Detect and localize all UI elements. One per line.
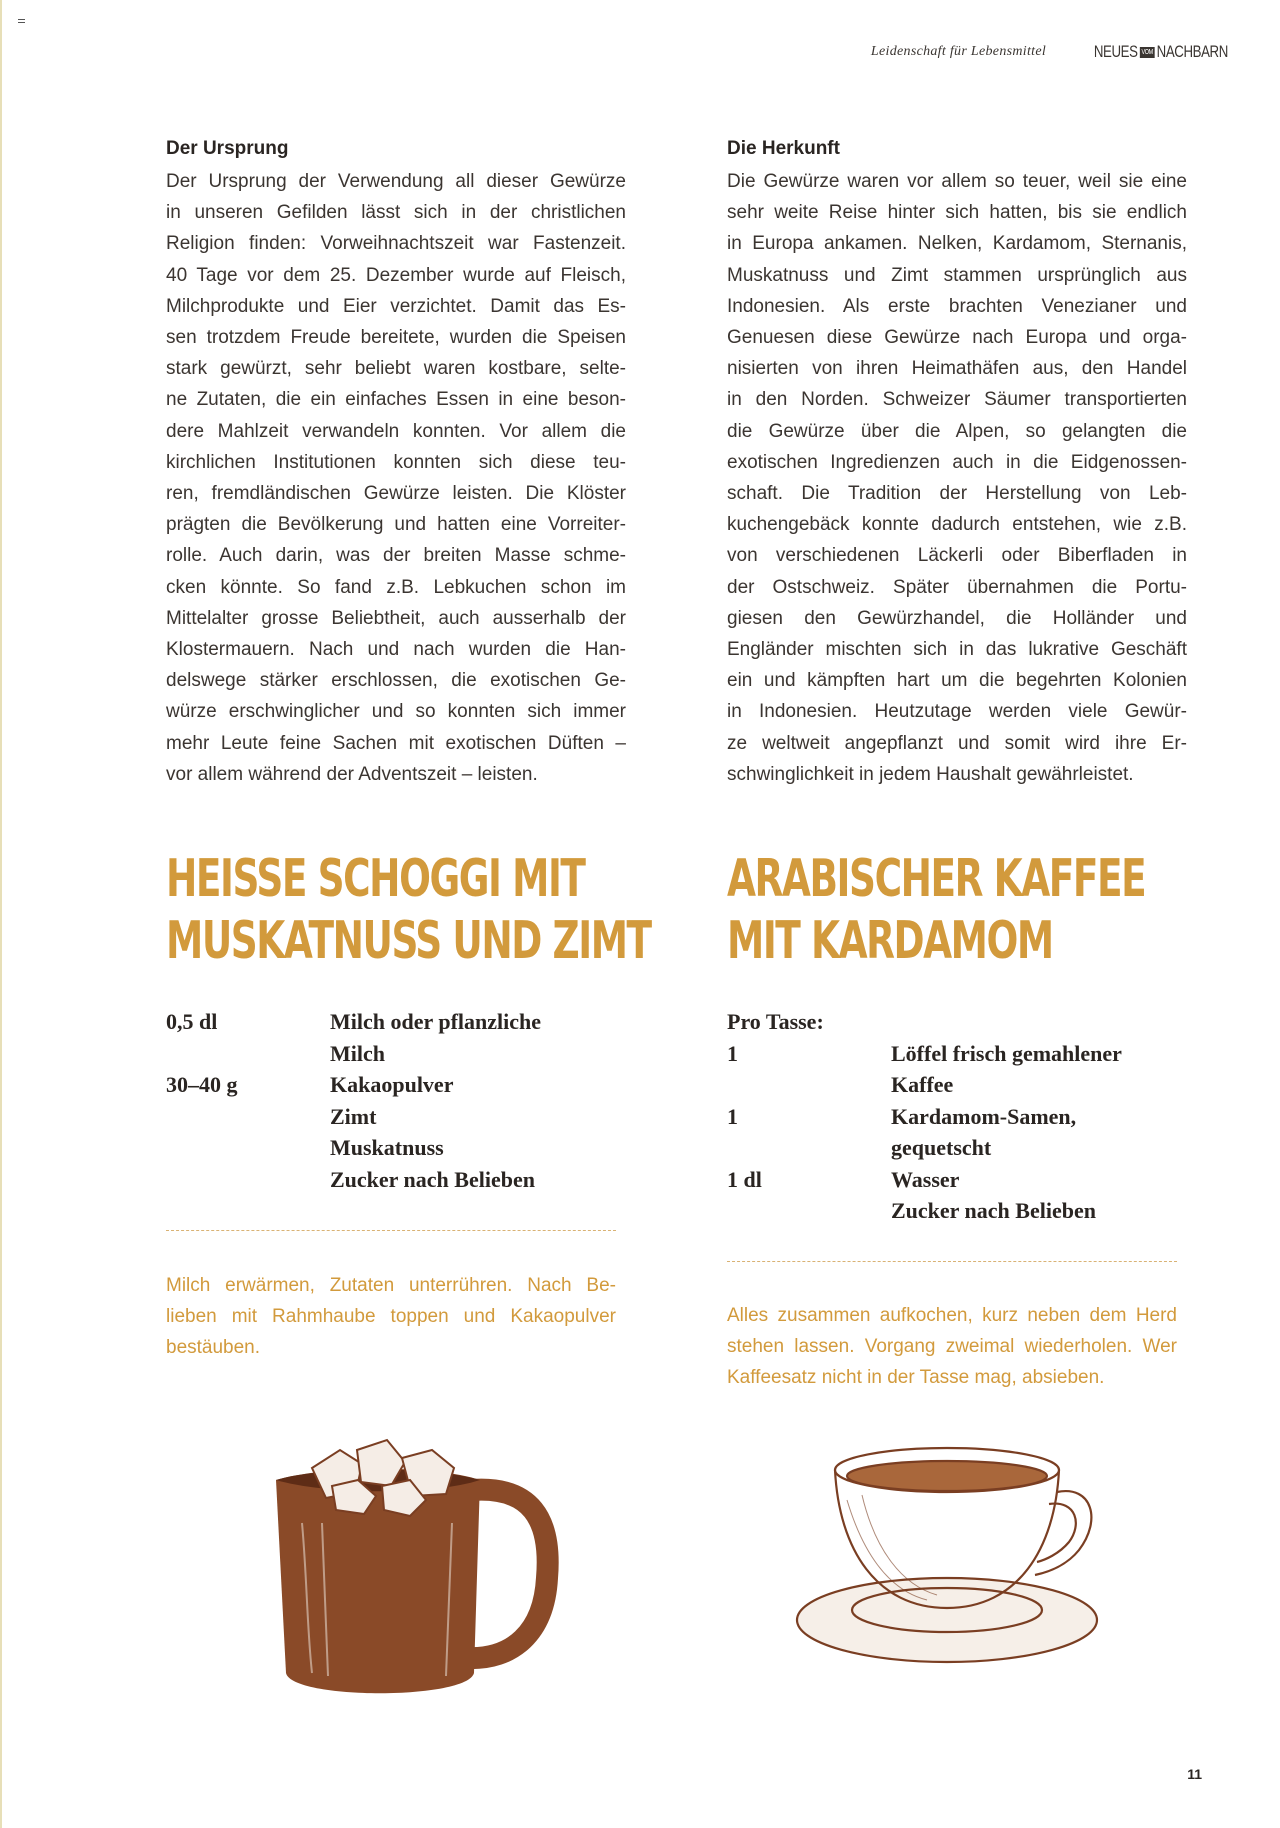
coffee-cup-icon <box>787 1440 1107 1670</box>
page-header <box>871 42 1228 62</box>
body-line: cken könnte. So fand z.B. Lebkuchen schon im <box>166 576 626 598</box>
body-line: Engländer mischten sich in das lukrative Geschäft <box>727 639 1187 661</box>
body-line: von verschiedenen Läckerli oder Biberfladen in <box>727 545 1187 567</box>
ingredient-name: Milch oder pflanzliche <box>330 1009 542 1034</box>
ingredient-quantity <box>166 1164 330 1196</box>
body-line: rolle. Auch darin, was der breiten Masse schme- <box>166 545 626 567</box>
instruction-line: Alles zusammen aufkochen, kurz neben dem Herd <box>727 1305 1177 1326</box>
ingredient-quantity: 1 <box>727 1040 738 1066</box>
recipe-title-line: ARABISCHER KAFFEE <box>727 849 1146 909</box>
ingredient-name: Zucker nach Belieben <box>891 1198 1096 1223</box>
body-line: dere Mahlzeit verwandeln konnten. Vor allem die <box>166 420 626 442</box>
ingredient-name: Milch <box>330 1040 385 1066</box>
instructions-hot-chocolate <box>166 1270 616 1364</box>
body-line: mehr Leute feine Sachen mit exotischen Düften – <box>166 732 626 754</box>
ingredient-row <box>166 1132 620 1164</box>
ingredient-name: Löffel frisch gemahlener <box>891 1040 1122 1066</box>
ingredient-name: Muskatnuss <box>330 1135 444 1160</box>
body-line: prägten die Bevölkerung und hatten eine Vorreiter- <box>166 514 626 536</box>
body-line: sen trotzdem Freude bereitete, wurden die Speisen <box>166 327 626 349</box>
body-line: ne Zutaten, die ein einfaches Essen in eine beson- <box>166 389 626 411</box>
body-line: kuchengebäck konnte dadurch entstehen, wie z.B. <box>727 514 1187 536</box>
recipe-title-arabic-coffee <box>727 848 1145 972</box>
section-title-origin: Der Ursprung <box>166 138 289 159</box>
ingredient-name <box>891 1006 1181 1038</box>
ingredient-row <box>727 1164 1181 1196</box>
ingredient-name: Kardamom-Samen, <box>891 1103 1077 1129</box>
ingredient-quantity <box>166 1038 330 1070</box>
ingredient-name: Zucker nach Belieben <box>330 1166 535 1192</box>
body-line: nisierten von ihren Heimathäfen aus, den Handel <box>727 358 1187 380</box>
instruction-line: bestäuben. <box>166 1337 261 1359</box>
ingredient-name: Wasser <box>891 1166 960 1192</box>
dashed-divider <box>727 1261 1177 1262</box>
hot-chocolate-mug-icon <box>262 1428 562 1708</box>
section-body-origin <box>166 166 626 790</box>
ingredient-quantity: 1 dl <box>727 1166 762 1192</box>
ingredient-row <box>166 1038 620 1070</box>
ingredient-name: Zimt <box>330 1103 377 1129</box>
body-line: kirchlichen Institutionen konnten sich diese teu- <box>166 451 626 473</box>
body-line: Milchprodukte und Eier verzichtet. Damit das Es- <box>166 295 626 317</box>
ingredient-row <box>727 1069 1181 1101</box>
recipe-title-line: MUSKATNUSS UND ZIMT <box>166 911 651 971</box>
menu-icon[interactable] <box>18 19 25 25</box>
instruction-line: Milch erwärmen, Zutaten unterrühren. Nach Be- <box>166 1275 616 1296</box>
body-line: exotischen Ingredienzen auch in die Eidgenossen- <box>727 451 1187 473</box>
body-line: in den Norden. Schweizer Säumer transportierten <box>727 389 1187 411</box>
body-line: Religion finden: Vorweihnachtszeit war Fastenzeit. <box>166 233 626 255</box>
body-line: ein und kämpften hart um die begehrten Kolonien <box>727 670 1187 692</box>
body-line: schwinglichkeit in jedem Haushalt gewährleistet. <box>727 763 1134 785</box>
body-line: vor allem während der Adventszeit – leisten. <box>166 763 538 785</box>
dashed-divider <box>166 1230 616 1231</box>
ingredient-name: Kakaopulver <box>330 1072 454 1097</box>
body-line: Klostermauern. Nach und nach wurden die Han- <box>166 639 626 661</box>
instruction-line: Kaffeesatz nicht in der Tasse mag, absieben. <box>727 1367 1105 1389</box>
brand-word-mid: VOM <box>1141 48 1153 56</box>
ingredient-row <box>727 1132 1181 1164</box>
ingredient-quantity <box>727 1069 891 1101</box>
body-line: Muskatnuss und Zimt stammen ursprünglich aus <box>727 264 1187 286</box>
body-line: sehr weite Reise hinter sich hatten, bis sie endlich <box>727 202 1187 224</box>
ingredient-list-hot-chocolate <box>166 1006 620 1195</box>
page-edge-line <box>0 0 2 1828</box>
body-line: in unseren Gefilden lässt sich in der christlichen <box>166 202 626 224</box>
ingredient-quantity <box>166 1132 330 1164</box>
ingredient-row <box>727 1038 1181 1070</box>
ingredient-quantity <box>727 1195 891 1227</box>
body-line: in Indonesien. Heutzutage werden viele Gewür- <box>727 701 1187 723</box>
body-line: Indonesien. Als erste brachten Venezianer und <box>727 295 1187 317</box>
body-line: die Gewürze über die Alpen, so gelangten die <box>727 420 1187 442</box>
body-line: ze weltweit angepflanzt und somit wird ihre Er- <box>727 732 1187 754</box>
body-line: stark gewürzt, sehr beliebt waren kostbare, selte- <box>166 358 626 380</box>
recipe-title-line: MIT KARDAMOM <box>727 911 1053 971</box>
instruction-line: lieben mit Rahmhaube toppen und Kakaopulver <box>166 1306 616 1328</box>
ingredient-row <box>727 1195 1181 1227</box>
page-number: 11 <box>1187 1766 1202 1782</box>
brand-word-right: NACHBARN <box>1156 42 1228 61</box>
body-line: der Ostschweiz. Später übernahmen die Portu- <box>727 576 1187 598</box>
body-line: Genuesen diese Gewürze nach Europa und orga- <box>727 327 1187 349</box>
body-line: schaft. Die Tradition der Herstellung von Leb- <box>727 483 1187 505</box>
section-body-provenance <box>727 166 1187 790</box>
ingredient-row <box>166 1101 620 1133</box>
ingredient-quantity: 0,5 dl <box>166 1009 218 1034</box>
ingredient-name: gequetscht <box>891 1135 992 1160</box>
ingredient-quantity: 30–40 g <box>166 1072 238 1097</box>
header-tagline: Leidenschaft für Lebensmittel <box>870 44 1047 59</box>
body-line: ren, fremdländischen Gewürze leisten. Die Klöster <box>166 483 626 505</box>
ingredient-quantity: Pro Tasse: <box>727 1009 824 1034</box>
ingredient-name: Kaffee <box>891 1072 954 1097</box>
ingredient-quantity: 1 <box>727 1103 738 1129</box>
brand-logo <box>1094 42 1228 62</box>
instructions-arabic-coffee <box>727 1300 1177 1394</box>
ingredient-list-arabic-coffee <box>727 1006 1181 1227</box>
body-line: in Europa ankamen. Nelken, Kardamom, Sternanis, <box>727 233 1187 255</box>
body-line: delswege stärker erschlossen, die exotischen Ge- <box>166 670 626 692</box>
ingredient-quantity <box>727 1132 891 1164</box>
body-line: Der Ursprung der Verwendung all dieser Gewürze <box>166 171 626 192</box>
body-line: Mittelalter grosse Beliebtheit, auch ausserhalb der <box>166 607 626 629</box>
ingredient-row <box>727 1006 1181 1038</box>
instruction-line: stehen lassen. Vorgang zweimal wiederholen. Wer <box>727 1336 1177 1358</box>
recipe-title-hot-chocolate <box>166 848 651 972</box>
recipe-title-line: HEISSE SCHOGGI MIT <box>166 849 585 909</box>
body-line: 40 Tage vor dem 25. Dezember wurde auf Fleisch, <box>166 264 626 286</box>
ingredient-row <box>166 1069 620 1101</box>
ingredient-row <box>727 1101 1181 1133</box>
body-line: Die Gewürze waren vor allem so teuer, weil sie eine <box>727 171 1187 192</box>
body-line: würze erschwinglicher und so konnten sich immer <box>166 701 626 723</box>
ingredient-row <box>166 1164 620 1196</box>
body-line: giesen den Gewürzhandel, die Holländer und <box>727 607 1187 629</box>
ingredient-row <box>166 1006 620 1038</box>
section-title-provenance: Die Herkunft <box>727 138 840 159</box>
ingredient-quantity <box>166 1101 330 1133</box>
brand-word-left: NEUES <box>1093 42 1138 61</box>
